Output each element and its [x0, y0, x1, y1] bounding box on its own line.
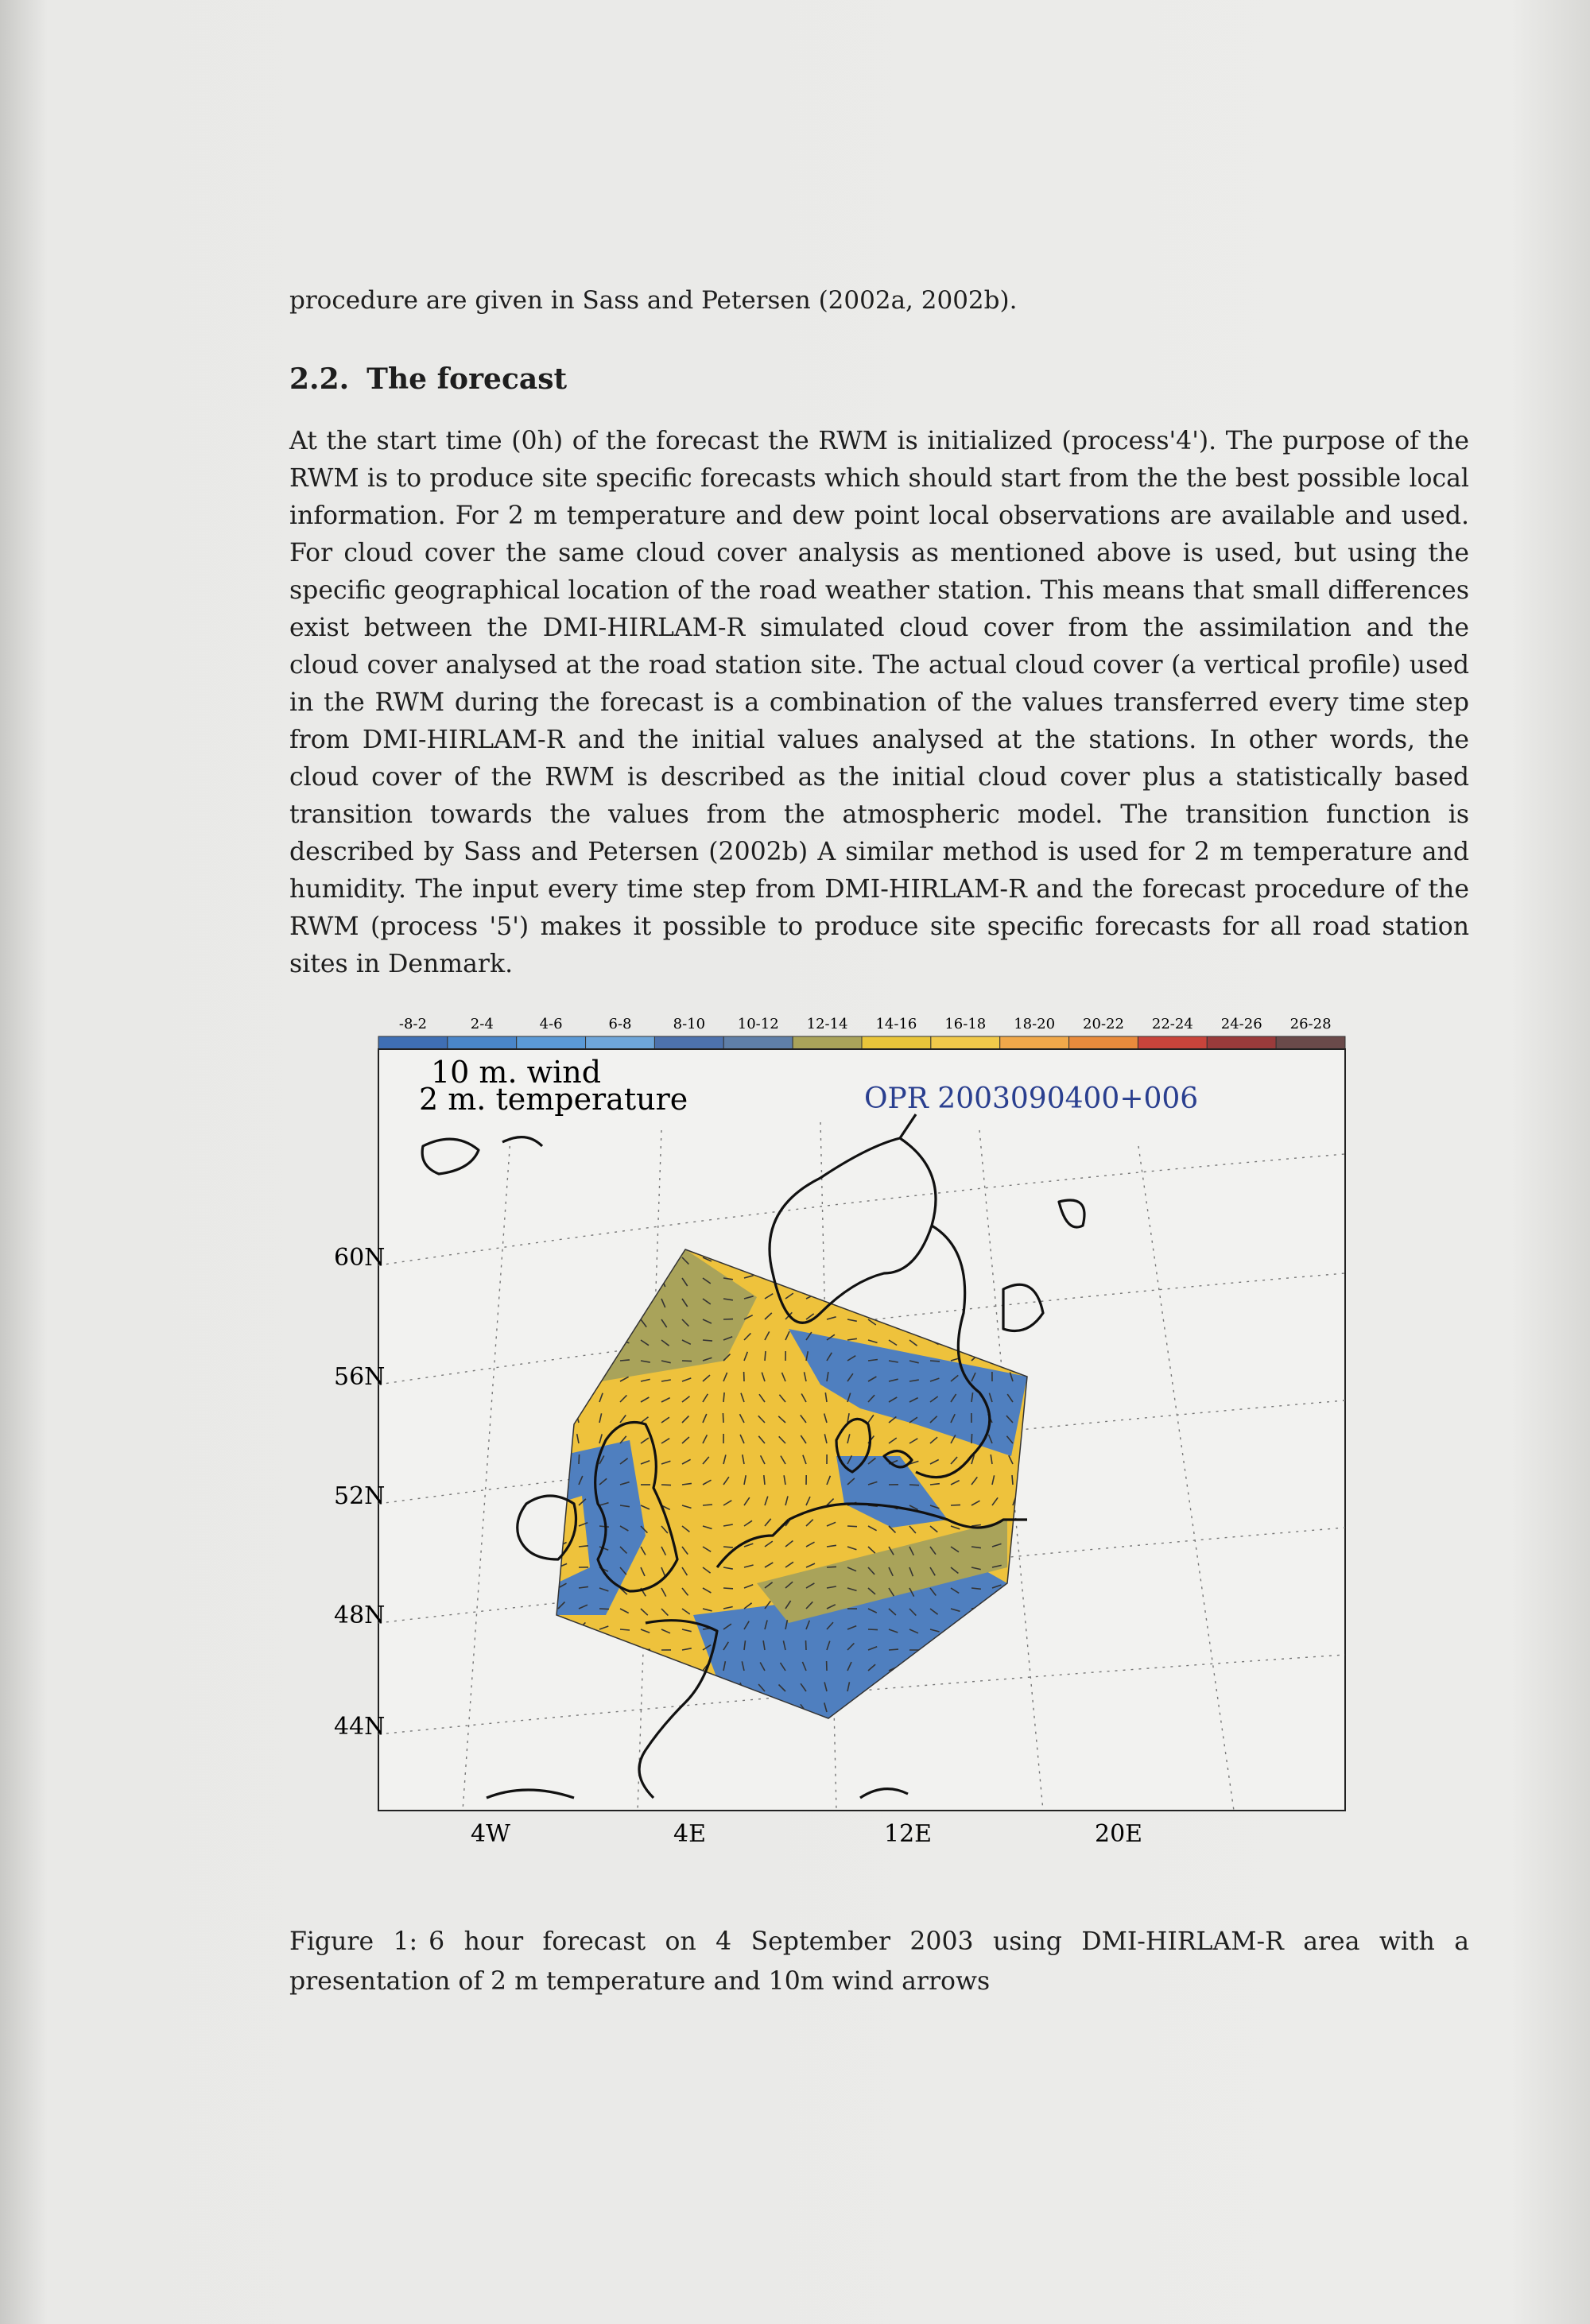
section-heading — [289, 362, 567, 396]
legend-label: -8-2 — [398, 1016, 427, 1032]
legend-label: 6-8 — [608, 1016, 632, 1032]
lat-label: 52N — [334, 1482, 386, 1510]
legend-label: 22-24 — [1151, 1016, 1193, 1032]
wind-arrow — [723, 1392, 724, 1402]
lon-label: 20E — [1095, 1820, 1143, 1848]
wind-arrow — [723, 1588, 733, 1589]
wind-arrow — [703, 1340, 712, 1341]
run-label: OPR 2003090400+006 — [864, 1083, 1199, 1115]
legend-label: 24-26 — [1220, 1016, 1262, 1032]
legend-label: 18-20 — [1014, 1016, 1056, 1032]
wind-arrow — [868, 1629, 878, 1630]
legend-label: 10-12 — [737, 1016, 779, 1032]
wind-arrow — [620, 1629, 630, 1630]
legend-label: 2-4 — [470, 1016, 494, 1032]
forecast-map-figure — [334, 1011, 1496, 1848]
legend-label: 8-10 — [673, 1016, 706, 1032]
lat-label: 44N — [334, 1713, 386, 1741]
section-number: 2.2. — [289, 362, 350, 396]
lon-label: 4W — [471, 1820, 510, 1848]
wind-arrow — [847, 1526, 857, 1527]
wind-arrow — [579, 1454, 580, 1464]
legend-label: 20-22 — [1083, 1016, 1124, 1032]
legend-label: 12-14 — [806, 1016, 848, 1032]
lat-label: 56N — [334, 1363, 386, 1391]
figure-title-temperature: 2 m. temperature — [419, 1082, 688, 1117]
legend-label: 16-18 — [944, 1016, 987, 1032]
continued-text-line: procedure are given in Sass and Petersen (2002a, 2002b). — [289, 286, 1018, 315]
figure-title-wind: 10 m. wind — [431, 1055, 602, 1090]
legend-label: 14-16 — [875, 1016, 917, 1032]
forecast-map — [334, 1011, 1496, 1848]
caption-text: 6 hour forecast on 4 September 2003 using DMI-HIRLAM-R area with a presentation of 2 m temperature and 10m wind arrows — [289, 1927, 1470, 1996]
wind-arrow — [765, 1351, 766, 1361]
wind-arrow — [620, 1360, 630, 1361]
legend-label: 4-6 — [539, 1016, 563, 1032]
wind-arrow — [806, 1640, 807, 1650]
legend-label: 26-28 — [1289, 1016, 1332, 1032]
lat-label: 48N — [334, 1602, 386, 1629]
lat-label: 60N — [334, 1244, 386, 1272]
caption-label: Figure 1: — [289, 1927, 418, 1956]
figure-caption — [289, 1922, 1469, 2001]
lon-label: 12E — [884, 1820, 933, 1848]
wind-arrow — [1012, 1475, 1013, 1485]
body-paragraph: At the start time (0h) of the forecast the RWM is initialized (process'4'). The purpose of the RWM is to produce site specific forecasts which should start from the the best possible local information. For 2 m temperature and dew point local observations are available and used. For cloud cover the same cloud cover analysis as mentioned above is used, but using the specific geographical location of the road weather station. This means that small differences exist between the DMI-HIRLAM-R simulated cloud cover from the assimilation and the cloud cover analysed at the road station site. The actual cloud cover (a vertical profile) used in the RWM during the forecast is a combination of the values transferred every time step from DMI-HIRLAM-R and the initial values analysed at the stations. In other words, the cloud cover of the RWM is described as the initial cloud cover plus a statistically based transition towards the values from the atmospheric model. The transition function is described by Sass and Petersen (2002b) A similar method is used for 2 m temperature and humidity. The input every time step from DMI-HIRLAM-R and the forecast procedure of the RWM (process '5') makes it possible to produce site specific forecasts for all road station sites in Denmark. — [289, 427, 1469, 978]
wind-arrow — [889, 1649, 898, 1650]
lon-label: 4E — [673, 1820, 706, 1848]
wind-arrow — [971, 1434, 972, 1443]
section-title: The forecast — [366, 362, 568, 396]
